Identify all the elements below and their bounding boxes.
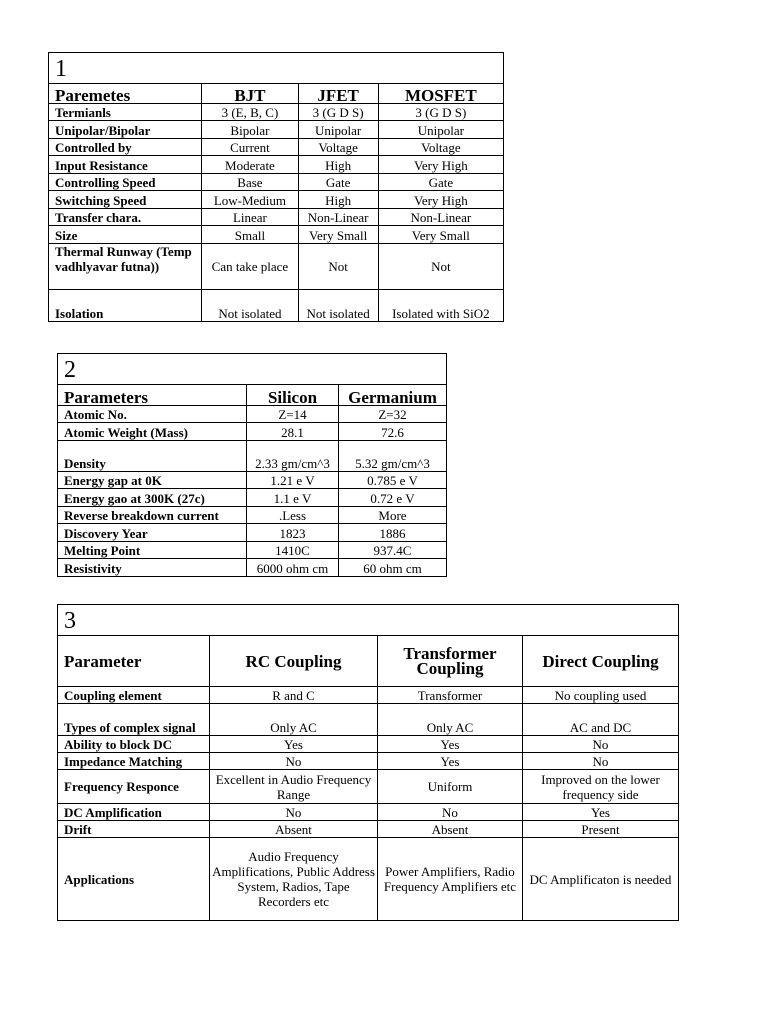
cell-value: Very High (378, 156, 503, 174)
table-row (58, 559, 447, 577)
row-label: Discovery Year (58, 524, 247, 542)
cell-value: Gate (298, 174, 378, 191)
cell-value: No (523, 753, 679, 770)
cell-value: 2.33 gm/cm^3 (247, 441, 339, 472)
table-row (49, 209, 504, 226)
table-row (58, 441, 447, 472)
cell-value: 1823 (247, 524, 339, 542)
row-label: Types of complex signal (58, 704, 210, 736)
comparison-table-coupling (57, 604, 679, 921)
cell-value: Improved on the lower frequency side (523, 770, 679, 804)
row-label: Reverse breakdown current (58, 507, 247, 524)
cell-value: DC Amplificaton is needed (523, 838, 679, 921)
row-label: Controlling Speed (49, 174, 202, 191)
table-row (58, 423, 447, 441)
table-row (49, 244, 504, 290)
table-row (58, 542, 447, 559)
cell-value: Absent (378, 821, 523, 838)
cell-value: Low-Medium (202, 191, 298, 209)
row-label: Termianls (49, 104, 202, 121)
table-row (49, 174, 504, 191)
cell-value: 72.6 (339, 423, 447, 441)
table-row (58, 687, 679, 704)
cell-value: More (339, 507, 447, 524)
row-label: Input Resistance (49, 156, 202, 174)
cell-value: Not isolated (298, 290, 378, 322)
row-label: Size (49, 226, 202, 244)
table-row (49, 104, 504, 121)
row-label: Impedance Matching (58, 753, 210, 770)
cell-value: Unipolar (378, 121, 503, 139)
cell-value: 0.72 e V (339, 489, 447, 507)
column-header: RC Coupling (210, 636, 378, 687)
cell-value: Linear (202, 209, 298, 226)
cell-value: Gate (378, 174, 503, 191)
column-header: MOSFET (378, 84, 503, 104)
cell-value: Uniform (378, 770, 523, 804)
row-label: Ability to block DC (58, 736, 210, 753)
cell-value: Voltage (298, 139, 378, 156)
table-row (58, 406, 447, 423)
column-header: JFET (298, 84, 378, 104)
cell-value: Present (523, 821, 679, 838)
cell-value: No (523, 736, 679, 753)
cell-value: Absent (210, 821, 378, 838)
table-number: 1 (49, 53, 504, 84)
cell-value: No (210, 753, 378, 770)
cell-value: No (210, 804, 378, 821)
table-number: 3 (58, 605, 679, 636)
table-row (58, 704, 679, 736)
cell-value: Can take place (202, 244, 298, 290)
table-row (58, 507, 447, 524)
column-header: Germanium (339, 385, 447, 406)
table-row (58, 838, 679, 921)
table-row (58, 821, 679, 838)
column-header: Direct Coupling (523, 636, 679, 687)
cell-value: Voltage (378, 139, 503, 156)
column-header: Transformer Coupling (378, 636, 523, 687)
row-label: Frequency Responce (58, 770, 210, 804)
cell-value: Only AC (378, 704, 523, 736)
table-number: 2 (58, 354, 447, 385)
cell-value: Not (378, 244, 503, 290)
cell-value: 3 (E, B, C) (202, 104, 298, 121)
cell-value: Power Amplifiers, Radio Frequency Amplifiers etc (378, 838, 523, 921)
row-label: Thermal Runway (Temp vadhlyavar futna)) (49, 244, 202, 290)
table-row (49, 226, 504, 244)
cell-value: Non-Linear (378, 209, 503, 226)
cell-value: 28.1 (247, 423, 339, 441)
table-row (49, 156, 504, 174)
cell-value: Base (202, 174, 298, 191)
cell-value: Excellent in Audio Frequency Range (210, 770, 378, 804)
cell-value: Current (202, 139, 298, 156)
table-row (49, 290, 504, 322)
cell-value: Yes (210, 736, 378, 753)
cell-value: Transformer (378, 687, 523, 704)
cell-value: Isolated with SiO2 (378, 290, 503, 322)
cell-value: 5.32 gm/cm^3 (339, 441, 447, 472)
cell-value: Unipolar (298, 121, 378, 139)
column-header: Paremetes (49, 84, 202, 104)
cell-value: Non-Linear (298, 209, 378, 226)
cell-value: 1886 (339, 524, 447, 542)
cell-value: .Less (247, 507, 339, 524)
row-label: DC Amplification (58, 804, 210, 821)
cell-value: 3 (G D S) (378, 104, 503, 121)
cell-value: Yes (378, 736, 523, 753)
table-row (58, 524, 447, 542)
row-label: Resistivity (58, 559, 247, 577)
row-label: Coupling element (58, 687, 210, 704)
cell-value: Very High (378, 191, 503, 209)
cell-value: 937.4C (339, 542, 447, 559)
row-label: Energy gap at 0K (58, 472, 247, 489)
row-label: Density (58, 441, 247, 472)
row-label: Transfer chara. (49, 209, 202, 226)
table-row (58, 804, 679, 821)
cell-value: AC and DC (523, 704, 679, 736)
cell-value: High (298, 191, 378, 209)
table-row (49, 121, 504, 139)
cell-value: High (298, 156, 378, 174)
cell-value: 60 ohm cm (339, 559, 447, 577)
cell-value: Not (298, 244, 378, 290)
cell-value: 3 (G D S) (298, 104, 378, 121)
column-header: Parameter (58, 636, 210, 687)
row-label: Atomic No. (58, 406, 247, 423)
row-label: Energy gao at 300K (27c) (58, 489, 247, 507)
cell-value: Moderate (202, 156, 298, 174)
table-row (58, 472, 447, 489)
table-row (49, 191, 504, 209)
comparison-table-silicon-germanium (57, 353, 447, 577)
row-label: Isolation (49, 290, 202, 322)
table-row (58, 736, 679, 753)
row-label: Switching Speed (49, 191, 202, 209)
table-row (49, 139, 504, 156)
row-label: Unipolar/Bipolar (49, 121, 202, 139)
cell-value: Z=14 (247, 406, 339, 423)
cell-value: 0.785 e V (339, 472, 447, 489)
row-label: Drift (58, 821, 210, 838)
cell-value: Bipolar (202, 121, 298, 139)
cell-value: No coupling used (523, 687, 679, 704)
cell-value: No (378, 804, 523, 821)
cell-value: 6000 ohm cm (247, 559, 339, 577)
cell-value: Very Small (298, 226, 378, 244)
cell-value: Yes (378, 753, 523, 770)
cell-value: Audio Frequency Amplifications, Public Address System, Radios, Tape Recorders etc (210, 838, 378, 921)
cell-value: 1410C (247, 542, 339, 559)
row-label: Atomic Weight (Mass) (58, 423, 247, 441)
cell-value: 1.21 e V (247, 472, 339, 489)
row-label: Controlled by (49, 139, 202, 156)
column-header: Silicon (247, 385, 339, 406)
row-label: Melting Point (58, 542, 247, 559)
table-row (58, 753, 679, 770)
cell-value: Small (202, 226, 298, 244)
table-row (58, 770, 679, 804)
row-label: Applications (58, 838, 210, 921)
cell-value: Z=32 (339, 406, 447, 423)
table-row (58, 489, 447, 507)
column-header: BJT (202, 84, 298, 104)
cell-value: Yes (523, 804, 679, 821)
cell-value: Very Small (378, 226, 503, 244)
cell-value: R and C (210, 687, 378, 704)
column-header: Parameters (58, 385, 247, 406)
comparison-table-bjt-jfet-mosfet (48, 52, 504, 322)
cell-value: Not isolated (202, 290, 298, 322)
cell-value: 1.1 e V (247, 489, 339, 507)
cell-value: Only AC (210, 704, 378, 736)
